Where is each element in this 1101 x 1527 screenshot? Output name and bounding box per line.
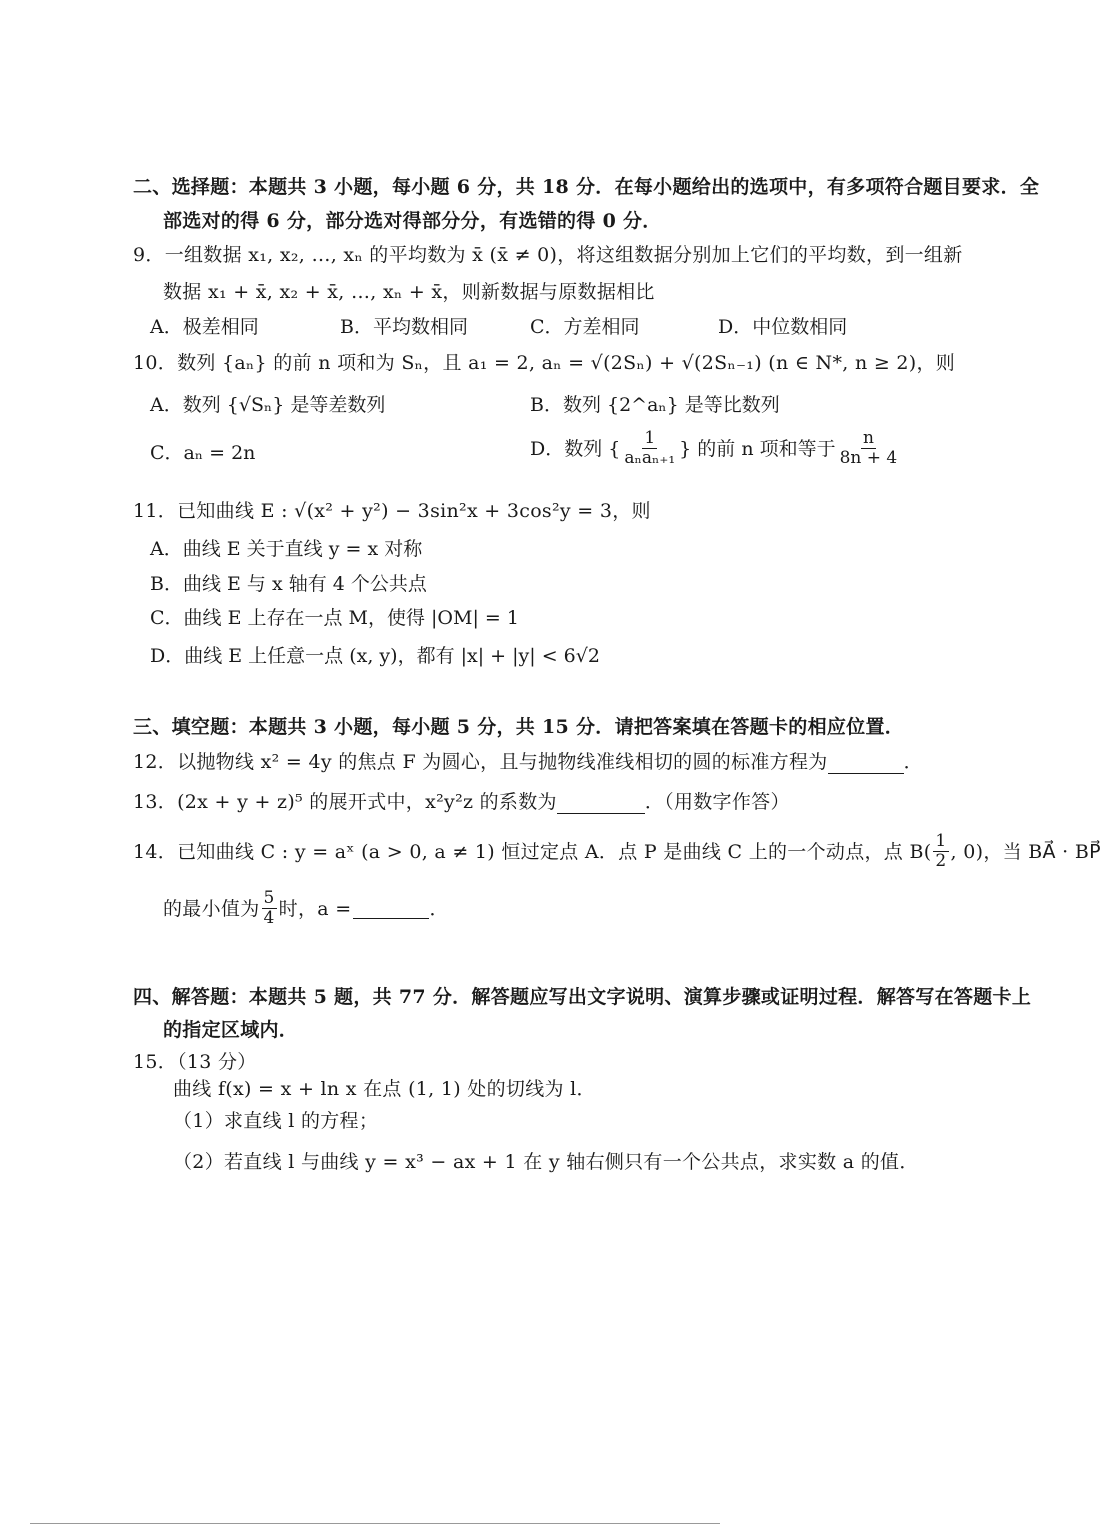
q9-option-c[interactable]: C．方差相同 <box>530 316 640 338</box>
q15-part1: （1）求直线 l 的方程； <box>173 1110 379 1132</box>
q13-end: ．（用数字作答） <box>644 791 790 813</box>
q9-option-a[interactable]: A．极差相同 <box>150 316 259 338</box>
q14-point-b-x <box>933 832 948 871</box>
q11-stem: 11．已知曲线 E : √(x² + y²) − 3sin²x + 3cos²y = 3，则 <box>133 500 651 522</box>
q10-option-d-prefix: D．数列 { <box>530 437 621 460</box>
section4-header-line2: 的指定区域内． <box>163 1019 299 1041</box>
section4-header-line1: 四、解答题：本题共 5 题，共 77 分．解答题应写出文字说明、演算步骤或证明过程．解答写在答题卡上 <box>133 986 1032 1008</box>
q13 <box>133 790 790 814</box>
q10-option-c[interactable]: C．aₙ = 2n <box>150 442 256 464</box>
q14-line1-b: , 0)，当 BA⃗ · BP⃗ <box>950 840 1101 863</box>
footer-divider <box>30 1523 720 1524</box>
q11-option-b[interactable]: B．曲线 E 与 x 轴有 4 个公共点 <box>150 573 427 595</box>
section2-header-line1: 二、选择题：本题共 3 小题，每小题 6 分，共 18 分．在每小题给出的选项中，有多项符合题目要求．全 <box>133 176 1040 198</box>
section3-header: 三、填空题：本题共 3 小题，每小题 5 分，共 15 分．请把答案填在答题卡的相应位置． <box>133 716 905 738</box>
q12 <box>133 750 923 774</box>
q9-stem-line1: 9．一组数据 x₁, x₂, …, xₙ 的平均数为 x̄ (x̄ ≠ 0)，将这组数据分别加上它们的平均数，到一组新 <box>133 244 963 266</box>
q10-option-d-frac-num: 1 <box>644 428 656 448</box>
q10-stem: 10．数列 {aₙ} 的前 n 项和为 Sₙ，且 a₁ = 2, aₙ = √(2Sₙ) + √(2Sₙ₋₁) (n ∈ N*, n ≥ 2)，则 <box>133 352 956 374</box>
q14-min-value <box>262 889 277 928</box>
q11-option-d[interactable]: D．曲线 E 上任意一点 (x, y)，都有 |x| + |y| < 6√2 <box>150 645 600 667</box>
q10-option-d-res-den: 8n + 4 <box>839 448 898 468</box>
q14-line2-b: 时，a = <box>278 897 352 920</box>
q10-option-d-res-num: n <box>862 428 874 448</box>
q15-part2: （2）若直线 l 与曲线 y = x³ − ax + 1 在 y 轴右侧只有一个公共点，求实数 a 的值． <box>173 1151 919 1173</box>
q10-option-d-mid: } 的前 n 项和等于 <box>679 437 836 460</box>
q11-option-c[interactable]: C．曲线 E 上存在一点 M，使得 |OM| = 1 <box>150 607 519 629</box>
q14-end: ． <box>429 897 449 920</box>
q9-option-b[interactable]: B．平均数相同 <box>340 316 468 338</box>
q9-stem-line2: 数据 x₁ + x̄, x₂ + x̄, …, xₙ + x̄，则新数据与原数据相比 <box>163 281 655 303</box>
q12-answer-blank[interactable] <box>828 753 904 774</box>
q15-head: 15．（13 分） <box>133 1051 257 1073</box>
q13-answer-blank[interactable] <box>557 793 645 814</box>
q14-min-den: 4 <box>263 908 275 928</box>
q9-option-d[interactable]: D．中位数相同 <box>718 316 848 338</box>
q14-b-den: 2 <box>935 851 947 871</box>
q12-text: 12．以抛物线 x² = 4y 的焦点 F 为圆心，且与抛物线准线相切的圆的标准方程为 <box>133 751 828 773</box>
q14-b-num: 1 <box>935 831 947 851</box>
q14-line1 <box>133 832 1101 871</box>
q14-line2 <box>163 889 449 928</box>
q10-option-d-frac-den: aₙaₙ₊₁ <box>624 448 676 468</box>
q14-line1-a: 14．已知曲线 C : y = aˣ (a > 0, a ≠ 1) 恒过定点 A．点 P 是曲线 C 上的一个动点，点 B( <box>133 840 932 863</box>
q10-option-b[interactable]: B．数列 {2^aₙ} 是等比数列 <box>530 394 780 416</box>
q10-option-d-result <box>838 429 900 468</box>
q10-option-d[interactable] <box>530 429 901 468</box>
q10-option-a[interactable]: A．数列 {√Sₙ} 是等差数列 <box>150 394 386 416</box>
q13-text: 13．(2x + y + z)⁵ 的展开式中，x²y²z 的系数为 <box>133 791 557 813</box>
q15-stem: 曲线 f(x) = x + ln x 在点 (1, 1) 处的切线为 l． <box>173 1078 596 1100</box>
section2-header-line2: 部选对的得 6 分，部分选对得部分分，有选错的得 0 分． <box>163 210 662 232</box>
q14-answer-blank[interactable] <box>353 898 429 919</box>
q10-option-d-fraction <box>622 429 677 468</box>
q14-line2-a: 的最小值为 <box>163 897 260 920</box>
q12-end: ． <box>903 751 923 773</box>
q14-min-num: 5 <box>263 888 275 908</box>
q11-option-a[interactable]: A．曲线 E 关于直线 y = x 对称 <box>150 538 423 560</box>
